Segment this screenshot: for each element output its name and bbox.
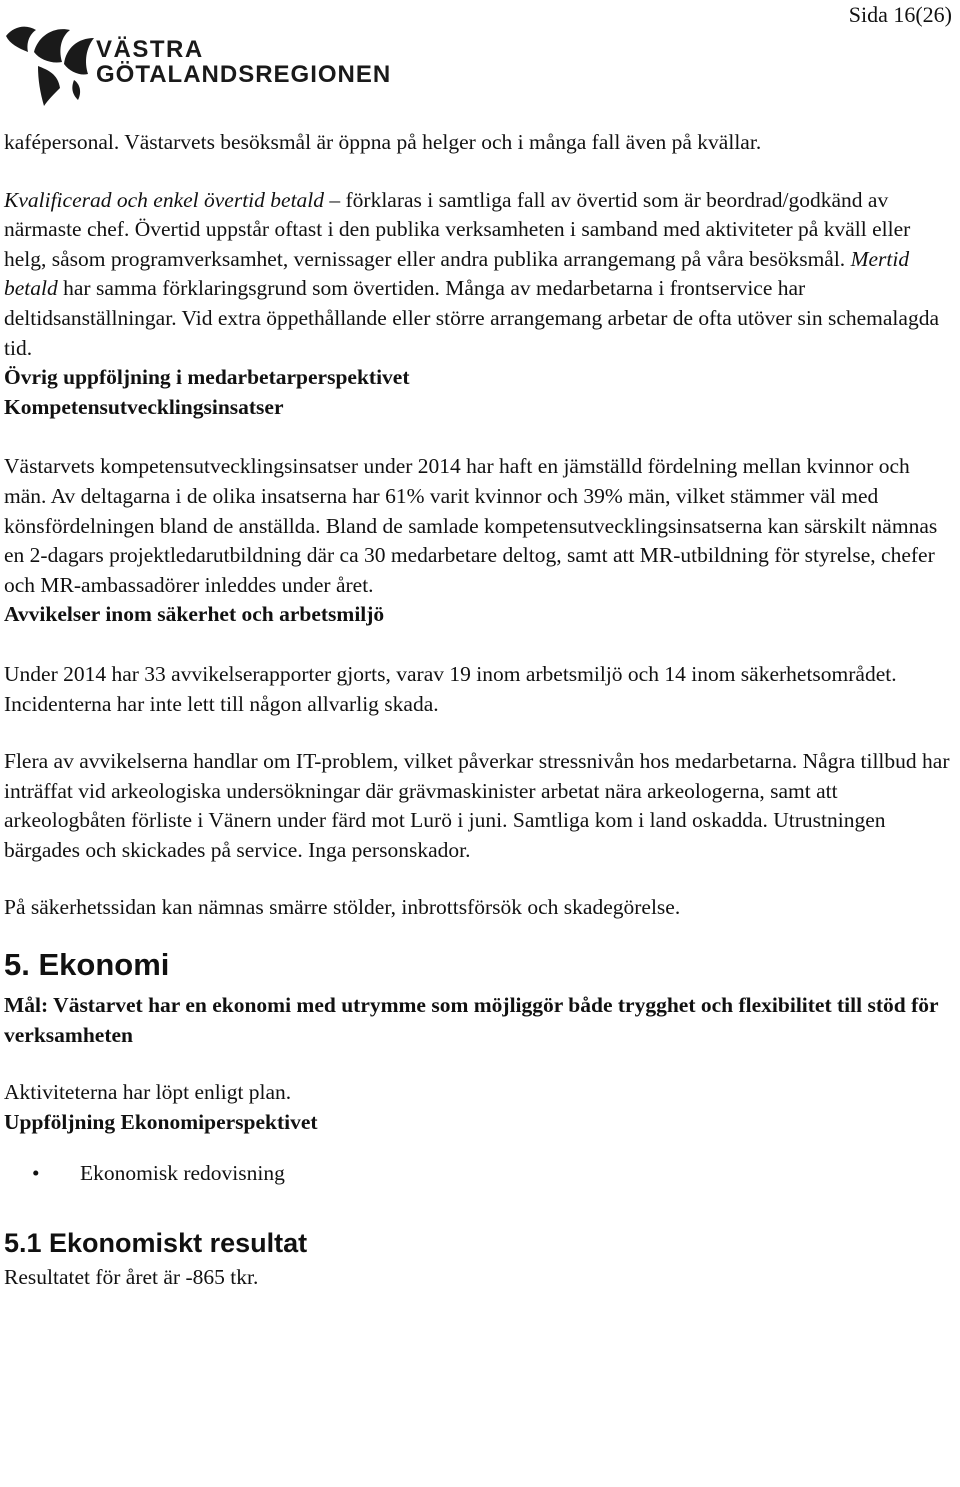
section-heading-kompetens: Kompetensutvecklingsinsatser: [4, 394, 284, 419]
italic-term-mertid: Mertid betald: [4, 246, 910, 301]
paragraph-avvikelser-1: Under 2014 har 33 avvikelserapporter gjorts, varav 19 inom arbetsmiljö och 14 inom säkerhetsområdet. Incidenterna har inte lett till någon allvarlig skada.: [4, 661, 897, 716]
paragraph-overtid-text-1: – förklaras i samtliga fall av övertid som är beordrad/godkänd av närmaste chef. Övertid uppstår oftast i den publika verksamheten i samband med aktiviteter på kväll eller helg, såsom programverksamhet, vernissager eller andra publika arrangemang på våra besöksmål.: [4, 187, 911, 271]
paragraph-avvikelser-2: Flera av avvikelserna handlar om IT-problem, vilket påverkar stressnivån hos medarbetarna. Några tillbud har inträffat vid arkeologiska undersökningar där grävmaskinister arbetat nära arkeologerna, samt att arkeologbåten förliste i Vänern under färd mot Lurö i juni. Samtliga kom i land oskadda. Utrustningen bärgades och skickades på service. Inga personskador.: [4, 749, 950, 862]
paragraph-overtid-text-2: har samma förklaringsgrund som övertiden. Många av medarbetarna i frontservice har deltidsanställningar. Vid extra öppethållande eller större arrangemang arbetar de ofta utöver sin schemalagda tid.: [4, 276, 939, 360]
bullet-list: [4, 1159, 954, 1189]
paragraph-intro: kafépersonal. Västarvets besöksmål är öppna på helger och i många fall även på kvällar.: [4, 130, 762, 154]
paragraph-resultat: Resultatet för året är -865 tkr.: [4, 1265, 259, 1290]
chapter-heading-ekonomi: 5. Ekonomi: [4, 947, 170, 983]
list-item-label: Ekonomisk redovisning: [80, 1161, 285, 1186]
bullet-icon: •: [32, 1161, 40, 1186]
section-heading-uppfoljning: Uppföljning Ekonomiperspektivet: [4, 1109, 318, 1134]
paragraph-avvikelser-3: På säkerhetssidan kan nämnas smärre stölder, inbrottsförsök och skadegörelse.: [4, 895, 681, 920]
logo-text-line1: VÄSTRA: [96, 36, 204, 63]
paragraph-aktiviteter: Aktiviteterna har löpt enligt plan.: [4, 1080, 292, 1105]
list-item: [4, 1159, 954, 1189]
document-body: [4, 128, 954, 1293]
section-heading-avvikelser: Avvikelser inom säkerhet och arbetsmiljö: [4, 602, 385, 627]
goal-statement: Mål: Västarvet har en ekonomi med utrymme som möjliggör både trygghet och flexibilitet till stöd för verksamheten: [4, 993, 939, 1047]
italic-term-kvalificerad: Kvalificerad och enkel övertid betald: [4, 187, 325, 212]
logo-text-line2: GÖTALANDSREGIONEN: [96, 61, 392, 88]
paragraph-overtid: [4, 186, 954, 364]
logo-emblem-icon: [4, 22, 96, 108]
section-heading-ovrig: Övrig uppföljning i medarbetarperspektivet: [4, 365, 410, 390]
paragraph-kompetens: Västarvets kompetensutvecklingsinsatser under 2014 har haft en jämställd fördelning mellan kvinnor och män. Av deltagarna i de olika insatserna har 61% varit kvinnor och 39% män, vilket stämmer väl med könsfördelningen bland de anställda. Bland de samlade kompetensutvecklingsinsatserna kan särskilt nämnas en 2-dagars projektledarutbildning där ca 30 medarbetare deltog, samt att MR-utbildning för styrelse, chefer och MR-ambassadörer inleddes under året.: [4, 454, 938, 597]
organization-logo: [4, 22, 394, 112]
page-number: Sida 16(26): [848, 2, 952, 27]
section-heading-resultat: 5.1 Ekonomiskt resultat: [4, 1228, 308, 1259]
